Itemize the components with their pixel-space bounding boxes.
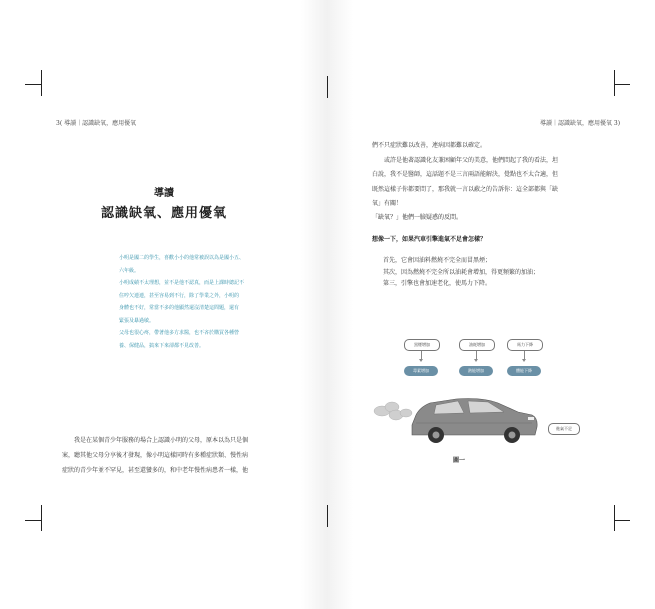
answer-item: 其次，因為燃燒不完全所以油耗會增加，得更頻繁的加油； bbox=[383, 268, 540, 276]
diagram-box-air-intake: 進氣不足 bbox=[548, 423, 580, 435]
body-line: 案，聽其他父母分享後才發現，像小明這樣同時有多種症狀類、慢性病 bbox=[62, 452, 249, 459]
right-page-header: 導讀｜認識缺氧，應用優氧 3) bbox=[540, 120, 621, 127]
exhaust-smoke-icon bbox=[374, 402, 412, 420]
answer-item: 第三，引擎也會加速老化，使馬力下降。 bbox=[383, 280, 492, 287]
body-line: 症狀的青少年並不罕見，甚至還蠻多的，和中老年慢性病患者一樣，他 bbox=[62, 467, 249, 474]
car-diagram bbox=[372, 335, 588, 450]
answer-list bbox=[383, 255, 597, 290]
intro-line: 養、保健品，搞來下來卻都不見改善。 bbox=[119, 342, 205, 349]
body-line: 氧」有關！ bbox=[372, 200, 403, 207]
right-body-text bbox=[372, 139, 598, 212]
crop-mark bbox=[327, 505, 328, 527]
body-line: 們不只症狀難以改善，連病因都難以確定。 bbox=[372, 142, 487, 149]
right-page bbox=[327, 0, 655, 609]
crop-mark bbox=[614, 84, 630, 85]
body-line: 白說，我不是醫師，這話題不是三言兩語能解決，覺點也不太合適，但 bbox=[372, 171, 559, 178]
intro-paragraph bbox=[119, 252, 259, 352]
diagram-box-horsepower: 馬力下降 bbox=[507, 339, 543, 351]
crop-mark bbox=[327, 76, 328, 98]
intro-line: 身體也不好，常當不多的他顯然還沒清楚這問題，還有 bbox=[119, 305, 240, 311]
intro-line: 小明是國二的學生，喜歡小小的他常被誤以為是國小五、 bbox=[119, 255, 245, 261]
left-page-header: 3( 導讀｜認識缺氧，應用優氧 bbox=[56, 120, 137, 127]
body-line: 我是在某個青少年服務的場合上認識小明的父母，原本以為只是個 bbox=[74, 437, 249, 444]
arrow-down-icon bbox=[474, 359, 478, 362]
diagram-box-black-smoke: 黑煙增加 bbox=[404, 339, 440, 351]
crop-mark bbox=[614, 505, 615, 531]
crop-mark bbox=[25, 84, 41, 85]
crop-mark bbox=[25, 520, 41, 521]
crop-mark bbox=[614, 520, 630, 521]
left-body-text bbox=[62, 433, 276, 478]
body-line: 既然這樣子你都要問了，那我就一言以蔽之的告訴你：這全部都與「缺 bbox=[372, 185, 559, 193]
intro-line: 住哼欠連連，甚至容易到不行，除了學業之外，小明的 bbox=[119, 292, 240, 299]
diagram-box-toxins: 毒素增加 bbox=[404, 366, 438, 376]
intro-line: 小明成績不太理想，並不是他不認真，而是上課時總記不 bbox=[119, 280, 245, 286]
body-line: 或許是他著認識化友兼困顧年父的美意，他們問起了我的看法，坦 bbox=[384, 156, 559, 164]
arrow-down-icon bbox=[419, 359, 423, 362]
headlight bbox=[528, 417, 534, 420]
intro-line: 六年級。 bbox=[119, 267, 140, 274]
key-question: 想像一下，如果汽車引擎進氣不足會怎樣？ bbox=[372, 236, 487, 243]
crop-mark bbox=[41, 505, 42, 531]
answer-item: 首先，它會因油料燃燒不完全而冒黑煙； bbox=[383, 257, 492, 264]
diagram-box-heat: 熱能增加 bbox=[459, 366, 493, 376]
diagram-box-fuel: 油耗增加 bbox=[459, 339, 495, 351]
figure-caption: 圖一 bbox=[453, 457, 466, 464]
intro-line: 父母也很心疼，帶著他多方求醫，也不吝於購買各種營 bbox=[119, 330, 240, 336]
crop-mark bbox=[614, 70, 615, 96]
arrow-down-icon bbox=[522, 359, 526, 362]
chapter-label: 導讀 bbox=[154, 188, 174, 199]
dialogue-quote: 「缺氧？」他們一臉疑惑的反問。 bbox=[372, 214, 463, 221]
crop-mark bbox=[41, 70, 42, 96]
chapter-title: 認識缺氧、應用優氧 bbox=[100, 206, 227, 221]
left-page bbox=[0, 0, 327, 609]
diagram-box-stamina: 體能下降 bbox=[507, 366, 541, 376]
intro-line: 緊張及暴過敏。 bbox=[119, 317, 155, 324]
